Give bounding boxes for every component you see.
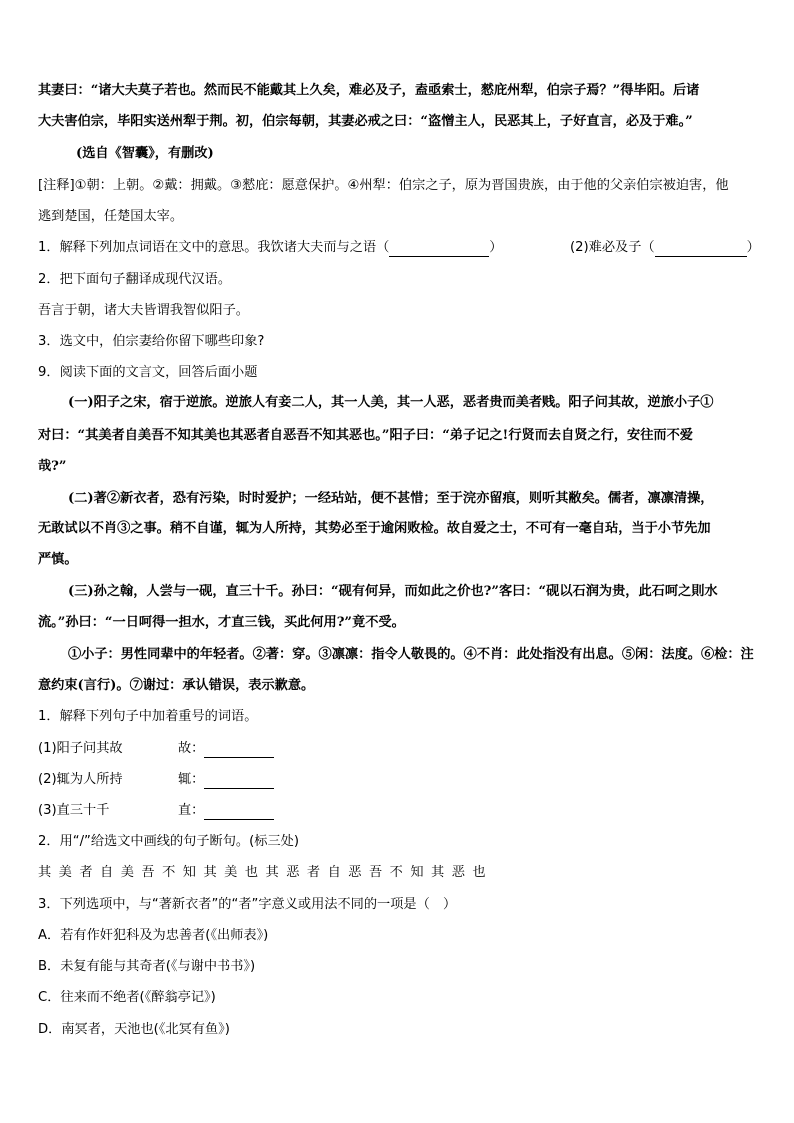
notes-line: [注释]①朝：上朝。②戴：拥戴。③憖庇：愿意保护。④州犁：伯宗之子，原为晋国贵族，由于他的父亲伯宗被迫害，他 — [38, 178, 729, 193]
word-item-label: 直： — [178, 803, 205, 818]
section-heading: 9．阅读下面的文言文，回答后面小题 — [38, 365, 258, 380]
passage-line: (三)孙之翰，人尝与一砚，直三十千。孙曰：“砚有何异，而如此之价也?”客曰：“砚以石润为贵，此石呵之則水 — [68, 584, 718, 599]
passage-line: 无敢试以不肖③之事。稍不自谨，辄为人所持，其势必至于逾闲败检。故自爱之士，不可有一毫自玷，当于小节先加 — [38, 521, 711, 536]
option-d[interactable]: D．南冥者，天池也(《北冥有鱼》) — [38, 1022, 230, 1037]
question-2: 2．用“/”给选文中画线的句子断句。(标三处) — [38, 834, 299, 849]
question-2-sentence: 吾言于朝，诸大夫皆谓我智似阳子。 — [38, 303, 249, 318]
passage-line: (一)阳子之宋，宿于逆旅。逆旅人有妾二人，其一人美，其一人恶，恶者贵而美者贱。阳子问其故，逆旅小子① — [68, 395, 714, 410]
passage-line: 哉?” — [38, 459, 67, 474]
passage-line: 流。”孙曰：“一日呵得一担水，才直三钱，买此何用?”竟不受。 — [38, 615, 405, 630]
word-item-label: 故： — [178, 741, 205, 756]
question-3: 3．下列选项中，与“著新衣者”的“者”字意义或用法不同的一项是（ ） — [38, 897, 457, 912]
option-c[interactable]: C．往来而不绝者(《醉翁亭记》) — [38, 990, 216, 1005]
answer-blank[interactable] — [204, 806, 274, 820]
question-text: 1．解释下列加点词语在文中的意思。我饮诸大夫而与之语（ — [38, 240, 390, 255]
question-1b — [570, 239, 760, 257]
question-1 — [38, 239, 502, 257]
passage-line: 严慎。 — [38, 552, 78, 567]
question-text: ） — [746, 240, 760, 255]
question-text: ） — [489, 240, 503, 255]
word-item-sentence: (3)直三十千 — [38, 803, 110, 818]
word-item — [38, 771, 274, 789]
passage-line: 大夫害伯宗，毕阳实送州犁于荆。初，伯宗每朝，其妻必戒之曰：“盗憎主人，民恶其上，子好直言，必及于难。” — [38, 114, 693, 129]
question-1: 1．解释下列句子中加着重号的词语。 — [38, 709, 258, 724]
passage-line: 其妻曰：“诸大夫莫子若也。然而民不能戴其上久矣，难必及子，盍亟索士，憖庇州犁，伯宗子焉？”得毕阳。后诸 — [38, 83, 700, 98]
passage-source: (选自《智囊》，有删改) — [76, 146, 214, 161]
notes-line: 逃到楚国，任楚国太宰。 — [38, 209, 184, 224]
question-2-sentence: 其美者自美吾不知其美也其恶者自恶吾不知其恶也 — [38, 865, 494, 880]
word-item-label: 辄： — [178, 772, 205, 787]
question-2: 2．把下面句子翻译成现代汉语。 — [38, 272, 232, 287]
answer-blank[interactable] — [655, 243, 747, 257]
passage-line: 对曰：“其美者自美吾不知其美也其恶者自恶吾不知其恶也。”阳子曰：“弟子记之!行贤而去自贤之行，安往而不爱 — [38, 428, 693, 443]
notes-line: 意约束(言行)。⑦谢过：承认错误，表示歉意。 — [38, 678, 315, 693]
option-b[interactable]: B．未复有能与其奇者(《与谢中书书》) — [38, 959, 256, 974]
answer-blank[interactable] — [389, 243, 489, 257]
option-a[interactable]: A．若有作奸犯科及为忠善者(《出师表》) — [38, 928, 269, 943]
question-3: 3．选文中，伯宗妻给你留下哪些印象? — [38, 334, 265, 349]
word-item-sentence: (2)辄为人所持 — [38, 772, 123, 787]
word-item-sentence: (1)阳子问其故 — [38, 741, 123, 756]
passage-line: (二)著②新衣者，恐有污染，时时爱护；一经玷站，便不甚惜；至于浣亦留痕，则听其敝矣。儒者，凛凛清操， — [68, 491, 714, 506]
question-text: (2)难必及子（ — [570, 240, 655, 255]
notes-line: ①小子：男性同辈中的年轻者。②著：穿。③凛凛：指令人敬畏的。④不肖：此处指没有出息。⑤闲：法度。⑥检：注 — [68, 647, 754, 662]
word-item — [38, 740, 274, 758]
answer-blank[interactable] — [204, 744, 274, 758]
word-item — [38, 802, 274, 820]
answer-blank[interactable] — [204, 775, 274, 789]
